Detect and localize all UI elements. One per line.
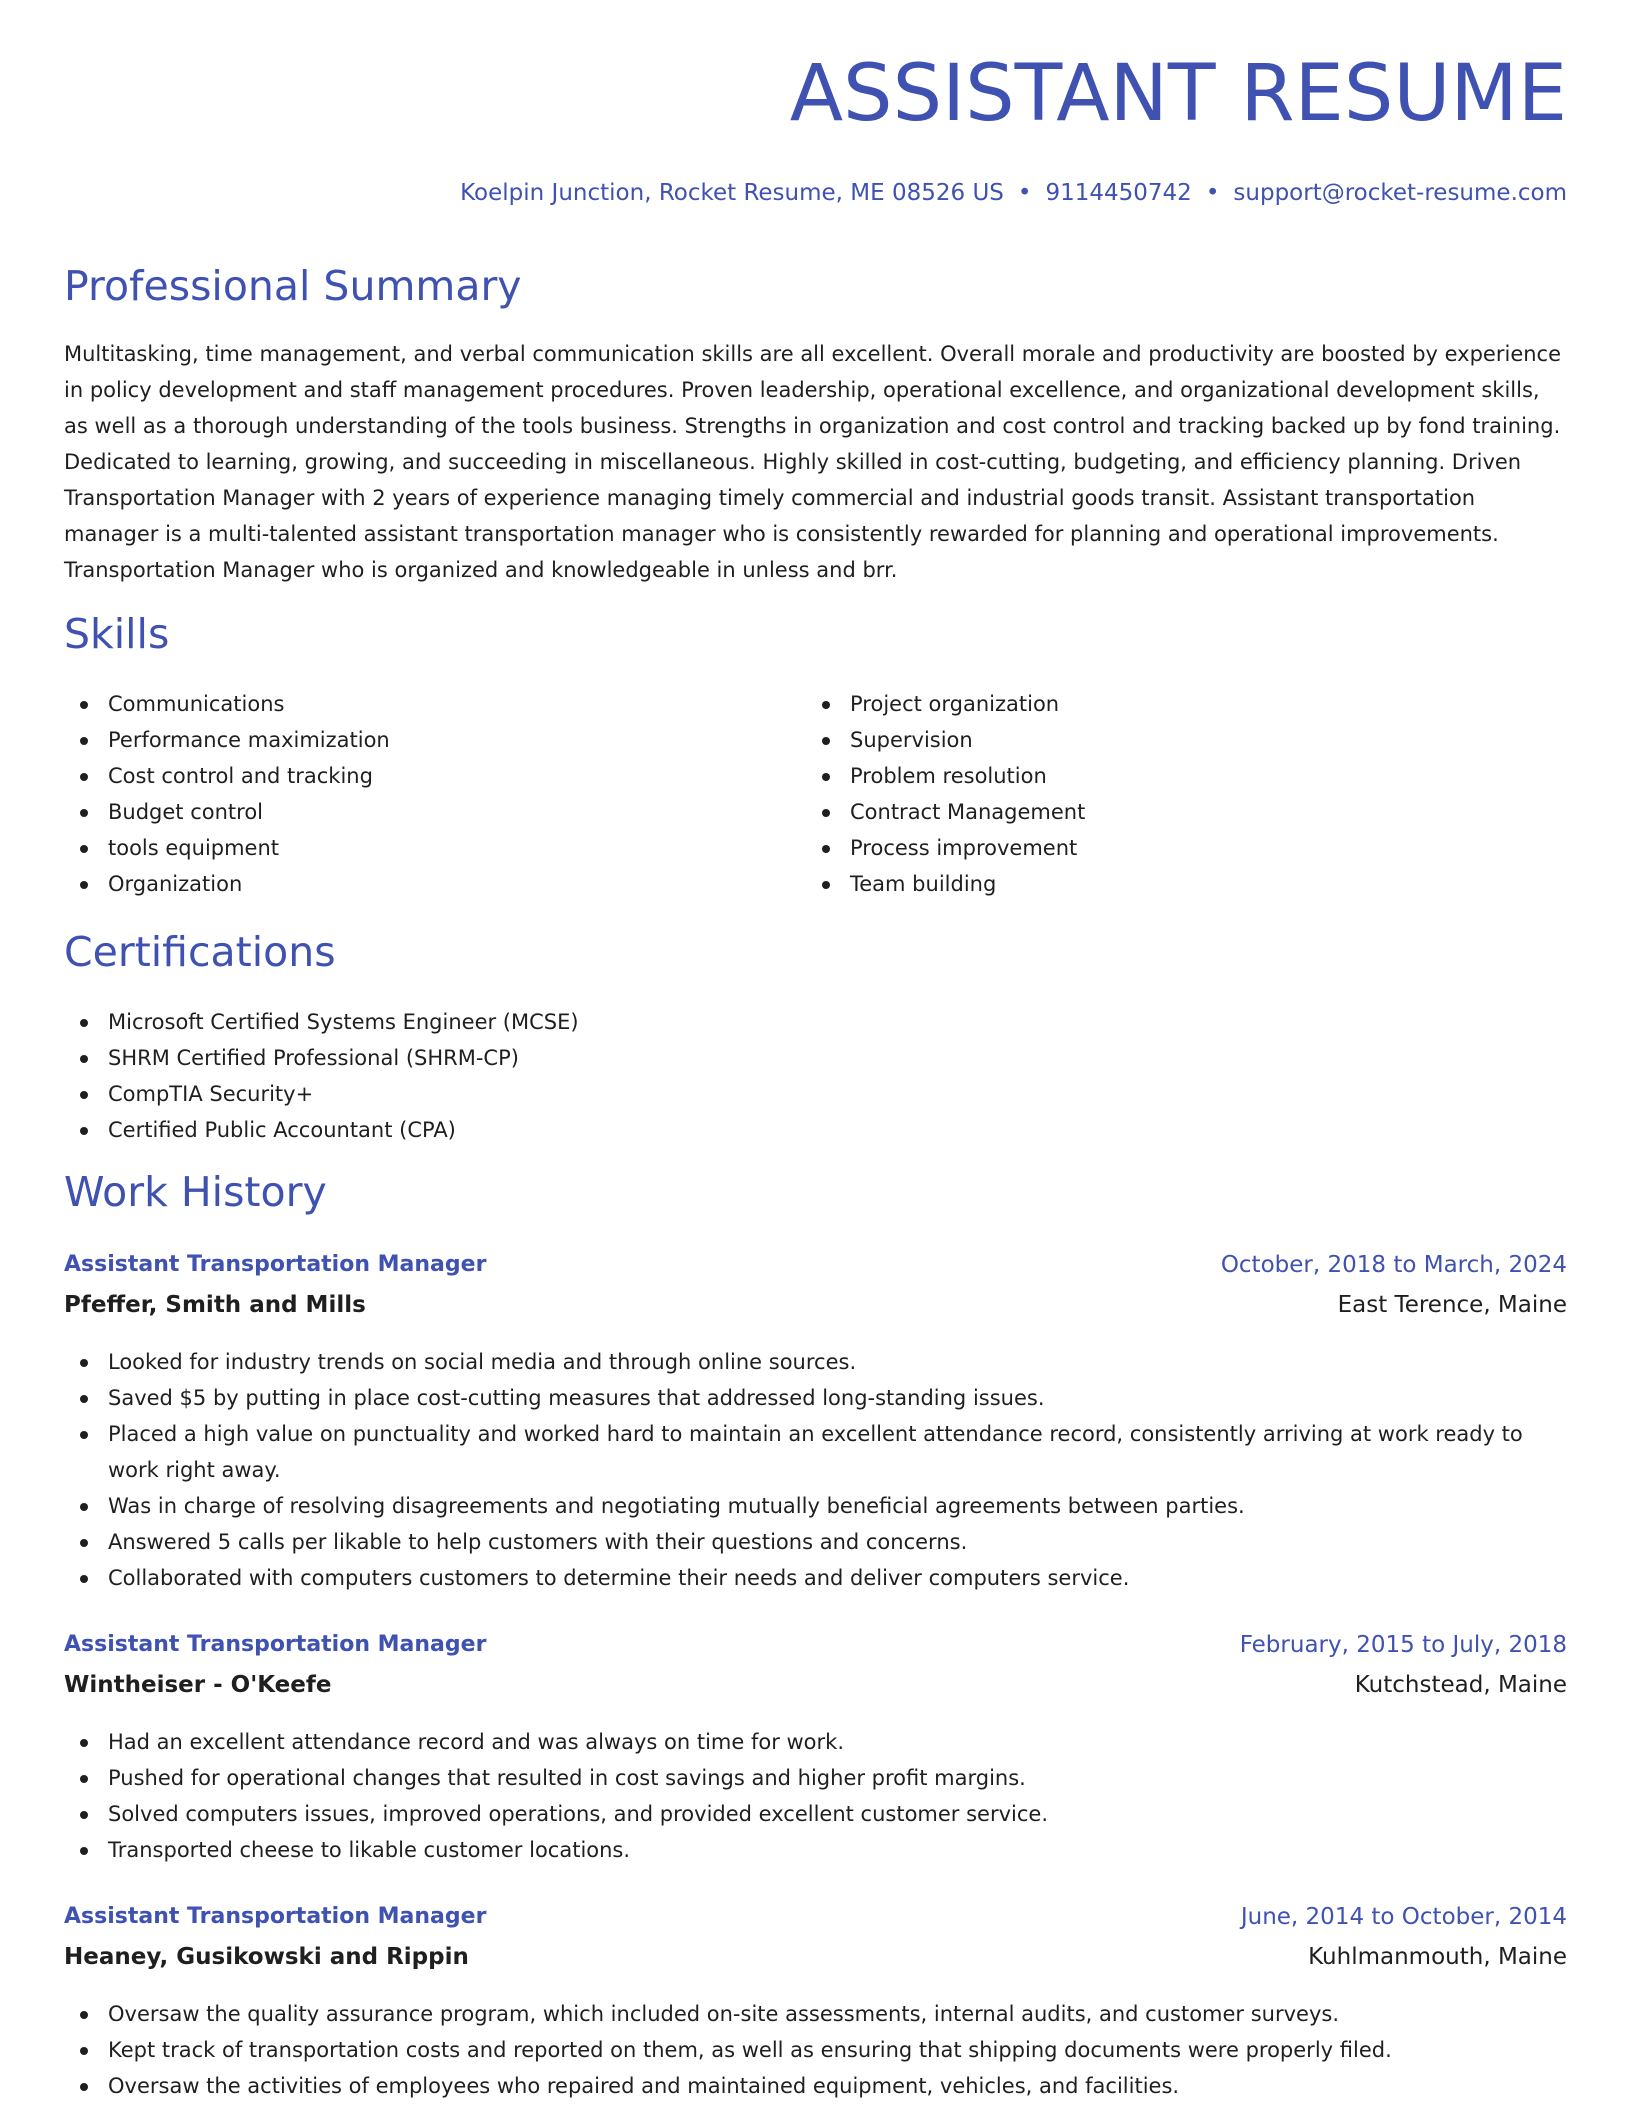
list-item: Supervision (806, 722, 1085, 758)
job-location: Kutchstead, Maine (1354, 1672, 1567, 1698)
list-item: Kept track of transportation costs and reported on them, as well as ensuring that shipping documents were properly filed. (64, 2032, 1567, 2068)
list-item: Transported cheese to likable customer locations. (64, 1832, 1567, 1868)
separator: • (1017, 180, 1032, 206)
list-item: Was in charge of resolving disagreements and negotiating mutually beneficial agreements between parties. (64, 1488, 1567, 1524)
list-item: Pushed for operational changes that resulted in cost savings and higher profit margins. (64, 1760, 1567, 1796)
phone: 9114450742 (1045, 180, 1192, 206)
list-item: Problem resolution (806, 758, 1085, 794)
list-item: CompTIA Security+ (64, 1076, 579, 1112)
job-dates: February, 2015 to July, 2018 (1239, 1632, 1567, 1658)
list-item: Certified Public Accountant (CPA) (64, 1112, 579, 1148)
list-item: Collaborated with computers customers to determine their needs and deliver computers service. (64, 1560, 1567, 1596)
list-item: tools equipment (64, 830, 390, 866)
job-dates: June, 2014 to October, 2014 (1240, 1904, 1567, 1930)
job-entry (64, 1252, 1567, 1596)
list-item: Microsoft Certified Systems Engineer (MCSE) (64, 1004, 579, 1040)
list-item: Organization (64, 866, 390, 902)
job-bullets (64, 1724, 1567, 1868)
list-item: Oversaw the quality assurance program, which included on-site assessments, internal audits, and customer surveys. (64, 1996, 1567, 2032)
list-item: Saved $5 by putting in place cost-cutting measures that addressed long-standing issues. (64, 1380, 1567, 1416)
job-title: Assistant Transportation Manager (64, 1252, 487, 1277)
summary-text: Multitasking, time management, and verbal communication skills are all excellent. Overall morale and productivity are boosted by experience in policy development and staff management procedures. Proven leadership, operational excellence, and organizational development skills, as well as a thorough understanding of the tools business. Strengths in organization and cost control and tracking backed up by fond training. Dedicated to learning, growing, and succeeding in miscellaneous. Highly skilled in cost-cutting, budgeting, and efficiency planning. Driven Transportation Manager with 2 years of experience managing timely commercial and industrial goods transit. Assistant transportation manager is a multi-talented assistant transportation manager who is consistently rewarded for planning and operational improvements. Transportation Manager who is organized and knowledgeable in unless and brr. (64, 342, 1562, 582)
list-item: SHRM Certified Professional (SHRM-CP) (64, 1040, 579, 1076)
list-item: Had an excellent attendance record and was always on time for work. (64, 1724, 1567, 1760)
job-entry (64, 1632, 1567, 1868)
job-dates: October, 2018 to March, 2024 (1220, 1252, 1567, 1278)
email: support@rocket-resume.com (1233, 180, 1567, 206)
list-item: Oversaw the activities of employees who repaired and maintained equipment, vehicles, and facilities. (64, 2068, 1567, 2104)
address: Koelpin Junction, Rocket Resume, ME 08526 US (460, 180, 1004, 206)
list-item: Looked for industry trends on social media and through online sources. (64, 1344, 1567, 1380)
job-company-row (64, 1292, 1567, 1332)
job-header-row (64, 1632, 1567, 1672)
job-company: Wintheiser - O'Keefe (64, 1672, 332, 1698)
resume-title: ASSISTANT RESUME (789, 49, 1567, 139)
list-item: Solved computers issues, improved operations, and provided excellent customer service. (64, 1796, 1567, 1832)
list-item: Project organization (806, 686, 1085, 722)
job-location: East Terence, Maine (1337, 1292, 1567, 1318)
job-header-row (64, 1252, 1567, 1292)
job-bullets (64, 1996, 1567, 2104)
skills-heading: Skills (64, 610, 170, 658)
job-title: Assistant Transportation Manager (64, 1904, 487, 1929)
list-item: Process improvement (806, 830, 1085, 866)
job-title: Assistant Transportation Manager (64, 1632, 487, 1657)
list-item: Answered 5 calls per likable to help customers with their questions and concerns. (64, 1524, 1567, 1560)
work-history-heading: Work History (64, 1168, 327, 1216)
list-item: Performance maximization (64, 722, 390, 758)
certifications-heading: Certifications (64, 928, 336, 976)
skills-list-left (64, 686, 390, 902)
separator: • (1205, 180, 1220, 206)
job-company-row (64, 1672, 1567, 1712)
summary-heading: Professional Summary (64, 262, 522, 310)
list-item: Contract Management (806, 794, 1085, 830)
job-company: Heaney, Gusikowski and Rippin (64, 1944, 469, 1970)
contact-line (460, 180, 1567, 208)
list-item: Team building (806, 866, 1085, 902)
job-location: Kuhlmanmouth, Maine (1308, 1944, 1567, 1970)
job-header-row (64, 1904, 1567, 1944)
skills-list-right (806, 686, 1085, 902)
job-company: Pfeffer, Smith and Mills (64, 1292, 366, 1318)
job-bullets (64, 1344, 1567, 1596)
list-item: Placed a high value on punctuality and worked hard to maintain an excellent attendance record, consistently arriving at work ready to work right away. (64, 1416, 1567, 1488)
job-company-row (64, 1944, 1567, 1984)
certifications-list (64, 1004, 579, 1148)
list-item: Communications (64, 686, 390, 722)
list-item: Budget control (64, 794, 390, 830)
list-item: Cost control and tracking (64, 758, 390, 794)
job-entry (64, 1904, 1567, 2104)
